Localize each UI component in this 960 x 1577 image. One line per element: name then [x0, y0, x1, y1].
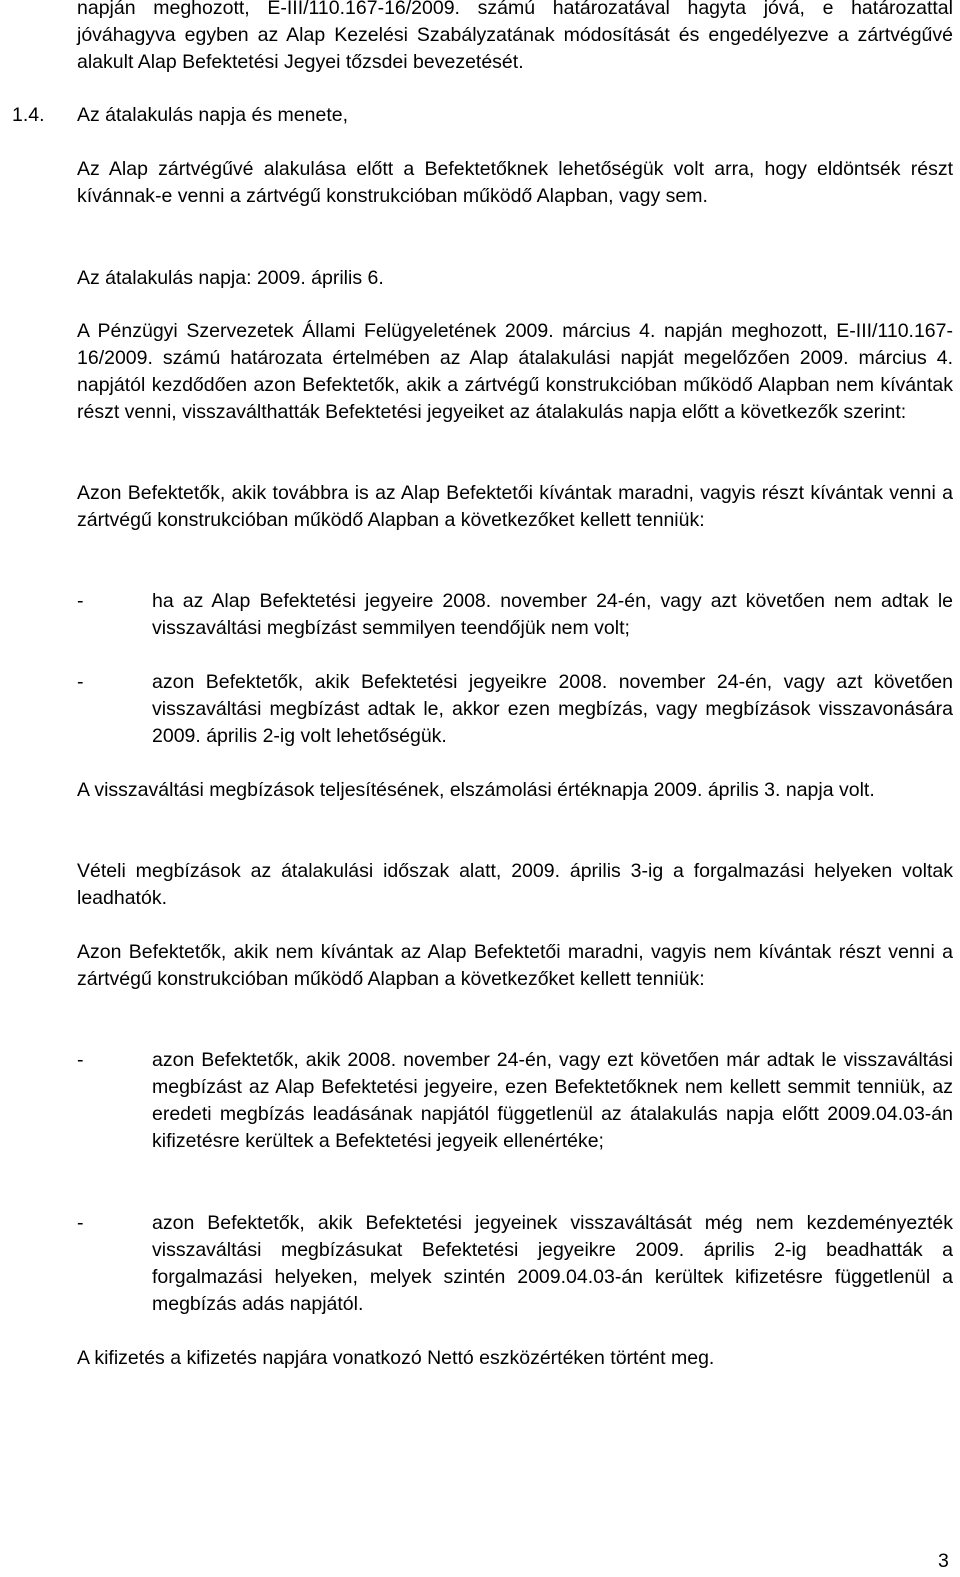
list-item [77, 1210, 953, 1318]
list-item [77, 1047, 953, 1155]
continuation-paragraph: napján meghozott, E-III/110.167-16/2009. számú határozatával hagyta jóvá, e határozattal jóváhagyva egyben az Alap Kezelési Szabályzatának módosítását és engedélyezve a zártvégűvé alakult Alap Befektetési Jegyei tőzsdei bevezetését. [77, 0, 953, 73]
list-item [77, 588, 953, 642]
bullet-dash: - [77, 1212, 84, 1234]
paragraph: Vételi megbízások az átalakulási időszak alatt, 2009. április 3-ig a forgalmazási helyeken voltak leadhatók. [77, 860, 953, 909]
bullet-dash: - [77, 671, 84, 693]
page-number: 3 [938, 1550, 949, 1572]
paragraph: Azon Befektetők, akik nem kívántak az Alap Befektetői maradni, vagyis nem kívántak részt venni a zártvégű konstrukcióban működő Alapban a következőket kellett tenniük: [77, 941, 953, 990]
list-item [77, 669, 953, 750]
paragraph: Azon Befektetők, akik továbbra is az Alap Befektetői kívántak maradni, vagyis részt kívántak venni a zártvégű konstrukcióban működő Alapban a következőket kellett tenniük: [77, 482, 953, 531]
list-item-text: azon Befektetők, akik 2008. november 24-én, vagy ezt követően már adtak le visszaváltási megbízást az Alap Befektetési jegyeire, ezen Befektetőknek nem kellett semmit tenniük, az eredeti megbízás leadásának napjától függetlenül az átalakulás napja előtt 2009.04.03-án kifizetésre kerültek a Befektetési jegyeik ellenértéke; [152, 1049, 953, 1152]
paragraph: A visszaváltási megbízások teljesítésének, elszámolási értéknapja 2009. április 3. napja volt. [77, 779, 875, 801]
bullet-dash: - [77, 1049, 84, 1071]
section-title: Az átalakulás napja és menete, [77, 104, 349, 126]
list-item-text: ha az Alap Befektetési jegyeire 2008. november 24-én, vagy azt követően nem adtak le visszaváltási megbízást semmilyen teendőjük nem volt; [152, 590, 953, 639]
paragraph: Az Alap zártvégűvé alakulása előtt a Befektetőknek lehetőségük volt arra, hogy eldöntsék részt kívánnak-e venni a zártvégű konstrukcióban működő Alapban, vagy sem. [77, 158, 953, 207]
paragraph: A kifizetés a kifizetés napjára vonatkozó Nettó eszközértéken történt meg. [77, 1347, 715, 1369]
list-item-text: azon Befektetők, akik Befektetési jegyeinek visszaváltását még nem kezdeményezték visszaváltási megbízásukat Befektetési jegyeikre 2009. április 2-ig beadhatták a forgalmazási helyeken, melyek szintén 2009.04.03-án kerültek kifizetésre függetlenül a megbízás adás napjától. [152, 1212, 953, 1315]
bullet-dash: - [77, 590, 84, 612]
list-item-text: azon Befektetők, akik Befektetési jegyeikre 2008. november 24-én, vagy azt követően visszaváltási megbízást adtak le, akkor ezen megbízás, vagy megbízások visszavonására 2009. április 2-ig volt lehetőségük. [152, 671, 953, 747]
conversion-date: Az átalakulás napja: 2009. április 6. [77, 267, 384, 289]
section-number: 1.4. [12, 104, 45, 126]
paragraph: A Pénzügyi Szervezetek Állami Felügyeletének 2009. március 4. napján meghozott, E-III/110.167-16/2009. számú határozata értelmében az Alap átalakulási napját megelőzően 2009. március 4. napjától kezdődően azon Befektetők, akik a zártvégű konstrukcióban működő Alapban nem kívántak részt venni, visszaválthatták Befektetési jegyeiket az átalakulás napja előtt a következők szerint: [77, 320, 953, 423]
section-heading [12, 102, 912, 129]
